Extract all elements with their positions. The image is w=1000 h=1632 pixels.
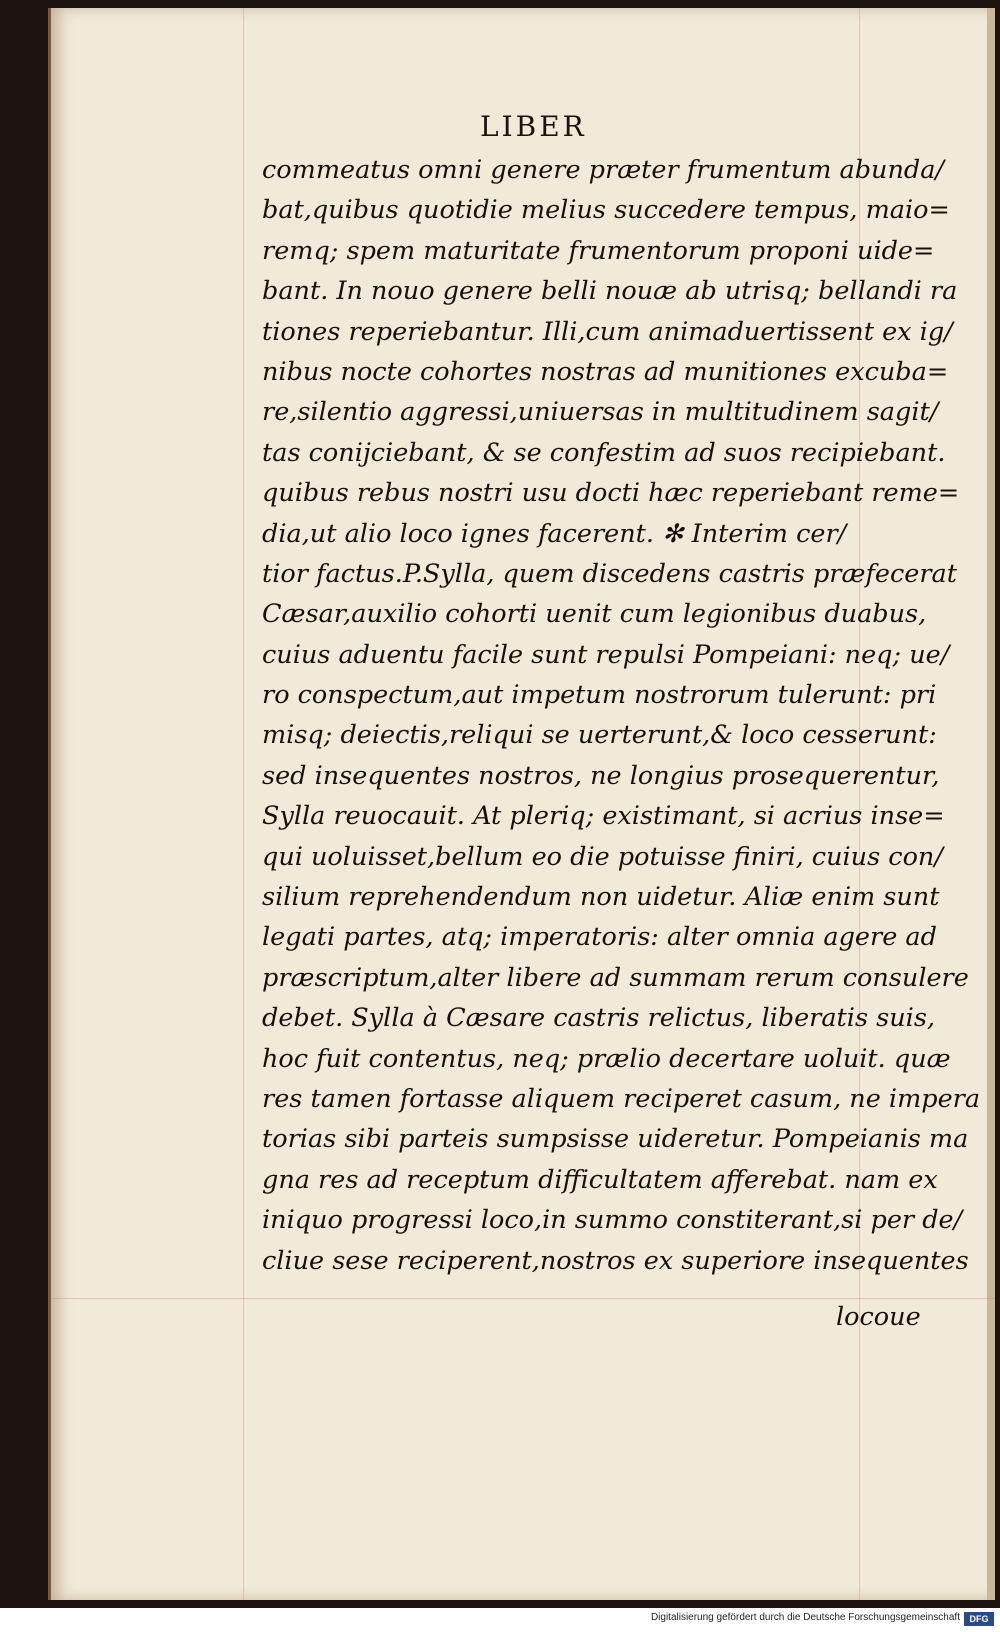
text-line: commeatus omni genere præter frumentum abunda/ bbox=[262, 155, 944, 185]
text-line: torias sibi parteis sumpsisse uideretur. Pompeianis ma bbox=[262, 1124, 969, 1155]
footer-bar bbox=[0, 1608, 1000, 1632]
guide-line bbox=[51, 1298, 995, 1299]
text-line: hoc fuit contentus, neq; prælio decertare uoluit. quæ bbox=[262, 1043, 951, 1074]
text-line: iniquo progressi loco,in summo constiterant,si per de/ bbox=[262, 1205, 963, 1236]
page-edge bbox=[987, 8, 995, 1600]
text-line: res tamen fortasse aliquem reciperet casum, ne impera bbox=[262, 1083, 981, 1114]
page-header: LIBER bbox=[480, 110, 587, 143]
text-line: quibus rebus nostri usu docti hæc reperiebant reme= bbox=[262, 478, 960, 509]
text-line: bant. In nouo genere belli nouæ ab utrisq; bellandi ra bbox=[262, 276, 958, 307]
text-line: præscriptum,alter libere ad summam rerum consulere bbox=[262, 962, 969, 993]
text-line: nibus nocte cohortes nostras ad munitiones excuba= bbox=[262, 356, 949, 387]
text-line: tas conijciebant, & se confestim ad suos recipiebant. bbox=[262, 437, 946, 468]
dfg-logo: DFG bbox=[964, 1612, 994, 1626]
text-line: Cæsar,auxilio cohorti uenit cum legionibus duabus, bbox=[262, 599, 927, 630]
text-line: bat,quibus quotidie melius succedere tempus, maio= bbox=[262, 195, 950, 226]
text-line: sed insequentes nostros, ne longius prosequerentur, bbox=[262, 760, 940, 791]
text-line: dia,ut alio loco ignes facerent. ✻ Interim cer/ bbox=[262, 518, 847, 549]
body-text bbox=[262, 150, 981, 1281]
text-line: qui uoluisset,bellum eo die potuisse finiri, cuius con/ bbox=[262, 841, 943, 872]
text-line: silium reprehendendum non uidetur. Aliæ enim sunt bbox=[262, 882, 940, 913]
text-line: re,silentio aggressi,uniuersas in multitudinem sagit/ bbox=[262, 397, 939, 428]
text-line: Sylla reuocauit. At pleriq; existimant, si acrius inse= bbox=[262, 801, 945, 832]
text-line: legati partes, atq; imperatoris: alter omnia agere ad bbox=[262, 922, 937, 953]
text-line: misq; deiectis,reliqui se uerterunt,& loco cesserunt: bbox=[262, 720, 937, 751]
guide-line bbox=[243, 8, 244, 1600]
text-line: gna res ad receptum difficultatem afferebat. nam ex bbox=[262, 1164, 938, 1195]
catchword: locoue bbox=[836, 1302, 921, 1332]
text-line: debet. Sylla à Cæsare castris relictus, liberatis suis, bbox=[262, 1003, 936, 1034]
text-line: tior factus.P.Sylla, quem discedens castris præfecerat bbox=[262, 558, 957, 589]
text-line: remq; spem maturitate frumentorum proponi uide= bbox=[262, 235, 935, 266]
text-line: cliue sese reciperent,nostros ex superiore insequentes bbox=[262, 1245, 969, 1276]
text-line: tiones reperiebantur. Illi,cum animaduertissent ex ig/ bbox=[262, 316, 953, 347]
text-line: cuius aduentu facile sunt repulsi Pompeiani: neq; ue/ bbox=[262, 639, 950, 670]
footer-credit: Digitalisierung gefördert durch die Deutsche Forschungsgemeinschaft bbox=[650, 1612, 960, 1623]
text-line: ro conspectum,aut impetum nostrorum tulerunt: pri bbox=[262, 680, 937, 711]
